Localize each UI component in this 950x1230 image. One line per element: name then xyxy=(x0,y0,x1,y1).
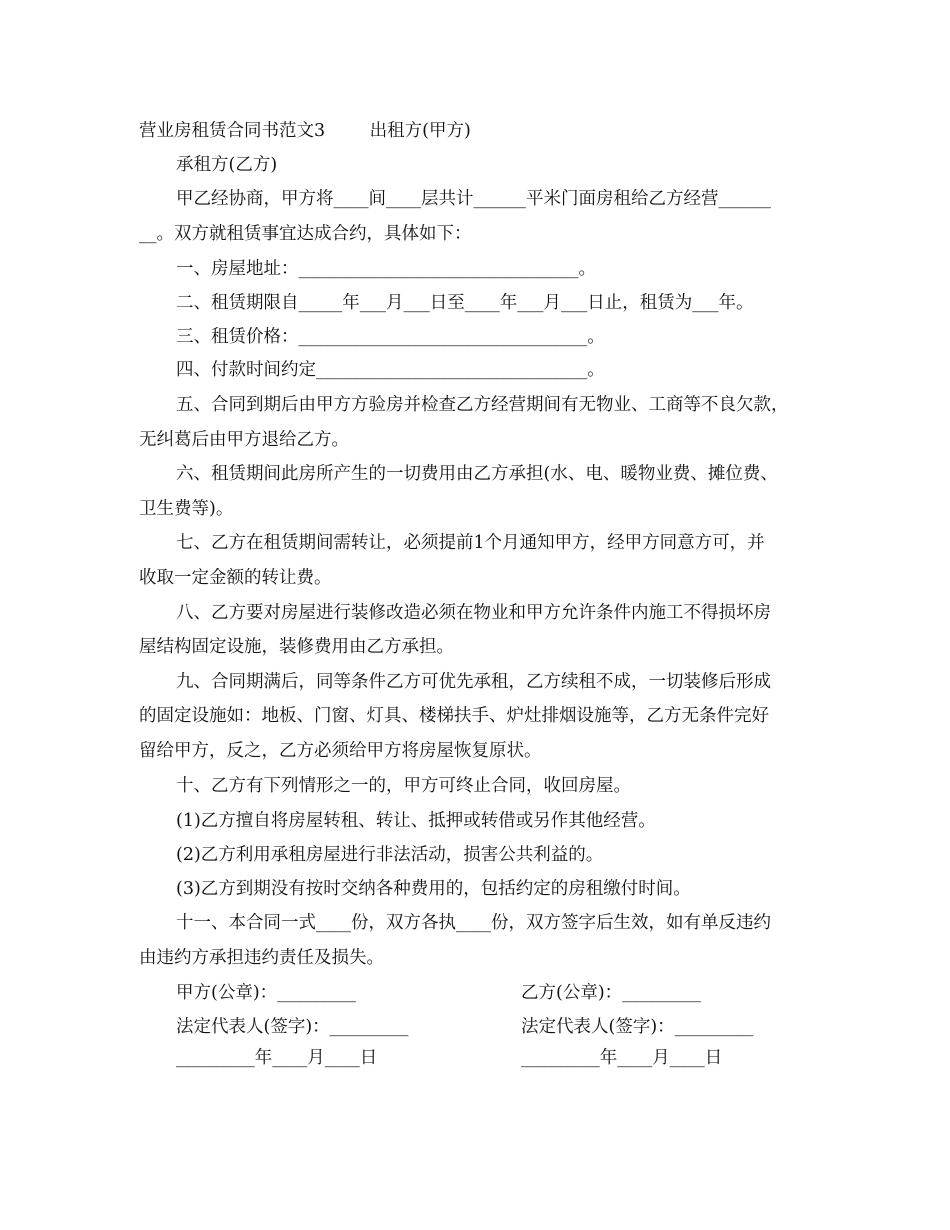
text-line: 二、租赁期限自_____年___月___日至____年___月___日止，租赁为___年。 xyxy=(176,293,754,313)
party-b-representative: 法定代表人(签字)：_________ xyxy=(521,1017,754,1037)
party-a-seal: 甲方(公章)：_________ xyxy=(176,983,356,1003)
text-line: (3)乙方到期没有按时交纳各种费用的，包括约定的房租缴付时间。 xyxy=(176,879,691,899)
text-line: 承租方(乙方) xyxy=(176,155,278,175)
text-line: 屋结构固定设施，装修费用由乙方承担。 xyxy=(139,637,454,657)
text-line: 一、房屋地址：________________________________。 xyxy=(176,259,596,279)
text-line: 甲乙经协商，甲方将____间____层共计______平米门面房租给乙方经营______ xyxy=(176,189,771,209)
text-line: 无纠葛后由甲方退给乙方。 xyxy=(139,430,349,450)
party-b-seal: 乙方(公章)：_________ xyxy=(521,983,701,1003)
text-line: 十、乙方有下列情形之一的，甲方可终止合同，收回房屋。 xyxy=(176,776,631,796)
party-a-representative: 法定代表人(签字)：_________ xyxy=(176,1017,409,1037)
text-line: 由违约方承担违约责任及损失。 xyxy=(139,948,384,968)
text-line: 留给甲方，反之，乙方必须给甲方将房屋恢复原状。 xyxy=(139,741,542,761)
text-line: 卫生费等)。 xyxy=(139,499,234,519)
text-line: 收取一定金额的转让费。 xyxy=(139,568,332,588)
text-line: 的固定设施如：地板、门窗、灯具、楼梯扶手、炉灶排烟设施等，乙方无条件完好 xyxy=(139,706,769,726)
party-a-date: _________年____月____日 xyxy=(176,1048,378,1068)
text-line: 五、合同到期后由甲方方验房并检查乙方经营期间有无物业、工商等不良欠款， xyxy=(176,395,789,415)
text-line: 九、合同期满后，同等条件乙方可优先承租，乙方续租不成，一切装修后形成 xyxy=(176,672,771,692)
text-line: __。双方就租赁事宜达成合约，具体如下： xyxy=(139,224,472,244)
text-line: 三、租赁价格：_________________________________。 xyxy=(176,327,605,347)
text-line: 十一、本合同一式____份，双方各执____份，双方签字后生效，如有单反违约 xyxy=(176,913,771,933)
text-line: 七、乙方在租赁期间需转让，必须提前1个月通知甲方，经甲方同意方可，并 xyxy=(176,533,765,553)
party-b-date: _________年____月____日 xyxy=(521,1048,723,1068)
text-line: 六、租赁期间此房所产生的一切费用由乙方承担(水、电、暖物业费、摊位费、 xyxy=(176,464,778,484)
text-line: (1)乙方擅自将房屋转租、转让、抵押或转借或另作其他经营。 xyxy=(176,811,656,831)
text-line: 八、乙方要对房屋进行装修改造必须在物业和甲方允许条件内施工不得损坏房 xyxy=(176,603,771,623)
document-title: 营业房租赁合同书范文3 出租方(甲方) xyxy=(139,121,471,141)
text-line: (2)乙方利用承租房屋进行非法活动，损害公共利益的。 xyxy=(176,845,604,865)
text-line: 四、付款时间约定_______________________________。 xyxy=(176,360,605,380)
